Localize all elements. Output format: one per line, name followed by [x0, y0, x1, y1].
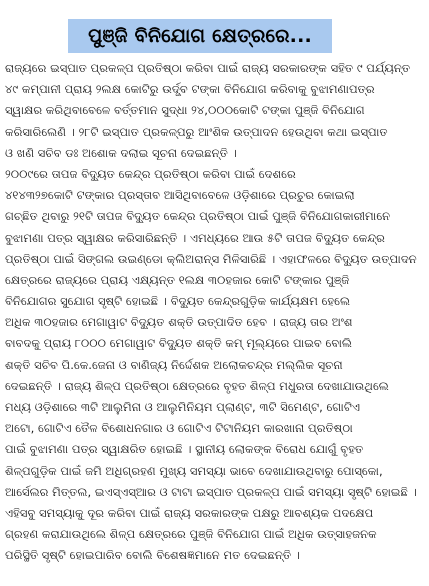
article-line: ଅଟୋ, ଗୋଟିଏ ତୈଳ ବିଶୋଧନଗାର ଓ ଗୋଟିଏ ଟିଟାନିୟମ କାରଖାନା ପ୍ରତିଷ୍ଠା	[5, 421, 353, 436]
article-line: ଶିଳ୍ପଗୁଡ଼ିକ ପାଇଁ ଜମି ଅଧିଗ୍ରହଣ ମୁଖ୍ୟ ସମସ୍ୟା ଭାବେ ଦେଖାଯାଉଥିବାରୁ ପୋସ୍କୋ,	[5, 463, 383, 478]
article-line: ପରିସ୍ଥିତି ସୃଷ୍ଟି ହୋଇପାରିବ ବୋଲି ବିଶେଷଜ୍ଞମାନେ ମତ ଦେଇଛନ୍ତି ।	[5, 548, 301, 563]
article-body	[5, 58, 425, 567]
article-line: ଅଧିକ ୩୦ହଜାର ମେଗାୱାଟ ବିଦ୍ୟୁତ ଶକ୍ତି ଉତ୍ପାଦିତ ହେବ । ରାଜ୍ୟ ତାର ଅଂଶ	[5, 315, 353, 330]
article-line: ପାଇଁ ବୁଝାମଣା ପତ୍ର ସ୍ୱାକ୍ଷରିତ ହୋଇଛି । ସ୍ଥାନୀୟ ଲୋକଙ୍କ ବିରୋଧ ଯୋଗୁଁ ବୃହତ	[5, 442, 364, 457]
article-line: ଏହିସବୁ ସମସ୍ୟାକୁ ଦୂର କରିବା ପାଇଁ ରାଜ୍ୟ ସରକାରଙ୍କ ପକ୍ଷରୁ ଆବଶ୍ୟକ ପଦକ୍ଷେପ	[5, 505, 374, 520]
article-line: ୨୦୦୯ରେ ତାପଜ ବିଦ୍ୟୁତ କେନ୍ଦ୍ର ପ୍ରତିଷ୍ଠା କରିବା ପାଇଁ ଦେଶରେ	[5, 166, 296, 181]
article-line: ୪୯ କମ୍ପାନୀ ପ୍ରାୟ ୨ଲକ୍ଷ କୋଟିରୁ ଉର୍ଦ୍ଧ୍ବ ଟଙ୍କା ବିନିଯୋଗ କରିବାକୁ ବୁଝାମଣାପତ୍ର	[5, 82, 375, 97]
article-line: ମଧ୍ୟ ଓଡ଼ିଶାରେ ୩ଟି ଆଲୁମିନା ଓ ଆଲୁମିନିୟମ ପ୍ଲାଣ୍ଟ, ୩ଟି ସିମେଣ୍ଟ, ଗୋଟିଏ	[5, 400, 361, 414]
article-line: ୪୧୪୩୨୭କୋଟି ଟଙ୍କାର ପ୍ରସ୍ତାବ ଆସିଥିବାବେଳେ ଓଡ଼ିଶାରେ ପ୍ରଚୁର କୋଇଲା	[5, 188, 355, 203]
article-line: ଦେଇଛନ୍ତି । ରାଜ୍ୟ ଶିଳ୍ପ ପ୍ରତିଷ୍ଠା କ୍ଷେତ୍ରରେ ବୃହତ ଶିଳ୍ପ ମଧୁରତା ଦେଖାଯାଉଥିଲେ	[5, 378, 389, 393]
article-line: ଶକ୍ତି ସଚିବ ପି.କେ.ଜେନା ଓ ବାଣିଜ୍ୟ ନିର୍ଦ୍ଦେଶକ ଅଲୋକଚନ୍ଦ୍ର ମଲ୍ଲିକ ସୂଚନା	[5, 357, 343, 372]
article-line: କରିସାରିଲେଣି । ୨୮ଟି ଇସ୍ପାତ ପ୍ରକଳ୍ପରୁ ଆଂଶିକ ଉତ୍ପାଦନ ହେଉଥିବା କଥା ଇସ୍ପାତ	[5, 124, 388, 139]
article-line: ଗଚ୍ଛିତ ଥିବାରୁ ୨୧ଟି ତାପଜ ବିଦ୍ୟୁତ କେନ୍ଦ୍ର ପ୍ରତିଷ୍ଠା ପାଇଁ ପୁଞ୍ଜି ବିନିଯୋଗକାରୀମାନେ	[5, 209, 391, 224]
article-line: ଓ ଖଣି ସଚିବ ଡଃ ଅଶୋକ ଦଲାଇ ସୂଚନା ଦେଇଛନ୍ତି ।	[5, 145, 237, 160]
article-line: ବାବଦକୁ ପ୍ରାୟ ୮୦୦୦ ମେଗାୱାଟ ବିଦ୍ୟୁତ ଶକ୍ତି କମ୍ ମୂଲ୍ୟରେ ପାଇବ ବୋଲି	[5, 336, 352, 351]
article-line: ପ୍ରତିଷ୍ଠା ପାଇଁ ସିଙ୍ଗଲ ଉଇଣ୍ଡୋ କ୍ଲିଅରାନ୍ସ ମିଳିସାରିଛି । ଏହାଫଳରେ ବିଦ୍ୟୁତ ଉତ୍ପାଦନ	[5, 251, 417, 266]
article-line: ବିନିଯୋଗର ସୁଯୋଗ ସୃଷ୍ଟି ହୋଇଛି । ବିଦ୍ୟୁତ କେନ୍ଦ୍ରଗୁଡ଼ିକ କାର୍ଯ୍ୟକ୍ଷମ ହେଲେ	[5, 294, 351, 309]
headline-banner	[68, 19, 332, 53]
article-line: କ୍ଷେତ୍ରରେ ରାଜ୍ୟରେ ପ୍ରାୟ ଏକ୍ଷ୍ୟନ୍ତ ୧ଲକ୍ଷ ୩୦ହଜାର କୋଟି ଟଙ୍କାର ପୁଞ୍ଜି	[5, 272, 350, 287]
article-line: ରାଜ୍ୟରେ ଇସ୍ପାତ ପ୍ରକଳ୍ପ ପ୍ରତିଷ୍ଠା କରିବା ପାଇଁ ରାଜ୍ୟ ସରକାରଙ୍କ ସହିତ ୯ ପର୍ଯ୍ୟନ୍ତ	[5, 61, 411, 75]
article-line: ବୁଝାମଣା ପତ୍ର ସ୍ୱାକ୍ଷର କରିସାରିଛନ୍ତି । ଏମଧ୍ୟରେ ଆଉ ୫ଟି ତାପଜ ବିଦ୍ୟୁତ କେନ୍ଦ୍ର	[5, 230, 385, 245]
headline: ପୁଞ୍ଜି ବିନିଯୋଗ କ୍ଷେତ୍ରରେ...	[88, 25, 312, 47]
article-line: ଆର୍ସେଲର ମିତ୍ତଲ, ଇଏସ୍ଏସ୍ଆର ଓ ଟାଟା ଇସ୍ପାତ ପ୍ରକଳ୍ପ ପାଇଁ ସମସ୍ୟା ସୃଷ୍ଟି ହୋଇଛି ।	[5, 484, 417, 499]
article-line: ସ୍ୱାକ୍ଷର କରିଥିବାବେଳେ ବର୍ତ୍ତମାନ ସୁଦ୍ଧା ୨୪,୦୦୦କୋଟି ଟଙ୍କା ପୁଞ୍ଜି ବିନିଯୋଗ	[5, 103, 365, 118]
article-line: ଗ୍ରହଣ କରାଯାଉଥିଲେ ଶିଳ୍ପ କ୍ଷେତ୍ରରେ ପୁଞ୍ଜି ବିନିଯୋଗ ପାଇଁ ଅଧିକ ଉତ୍ସାହଜନକ	[5, 527, 377, 542]
